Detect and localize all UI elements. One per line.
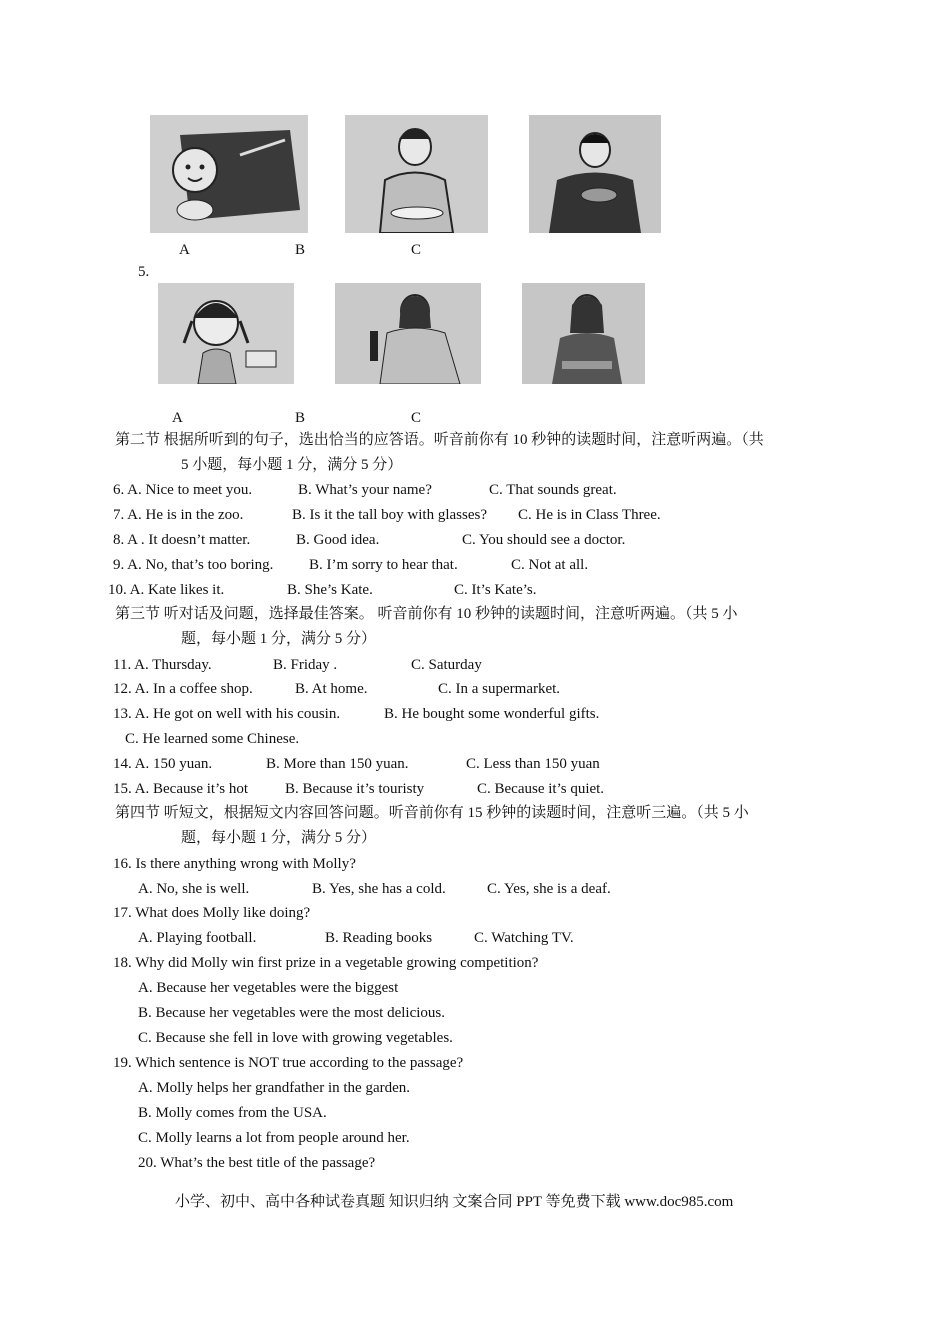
picture-5c-label: C bbox=[411, 410, 422, 426]
q17-option-c: C. Watching TV. bbox=[474, 930, 574, 946]
picture-1c-label: C bbox=[411, 242, 422, 258]
q13-option-c: C. He learned some Chinese. bbox=[125, 731, 300, 747]
q6-option-b: B. What’s your name? bbox=[298, 482, 432, 498]
picture-5b bbox=[335, 283, 481, 384]
q12-option-c: C. In a supermarket. bbox=[438, 681, 561, 697]
q11-option-a: 11. A. Thursday. bbox=[113, 657, 212, 673]
q6-option-a: 6. A. Nice to meet you. bbox=[113, 482, 253, 498]
q15-option-b: B. Because it’s touristy bbox=[285, 781, 425, 797]
q6-option-c: C. That sounds great. bbox=[489, 482, 617, 498]
q11-option-b: B. Friday . bbox=[273, 657, 338, 673]
picture-1b bbox=[345, 115, 488, 233]
q15-option-a: 15. A. Because it’s hot bbox=[113, 781, 248, 797]
picture-1a-label: A bbox=[179, 242, 190, 258]
q10-option-c: C. It’s Kate’s. bbox=[454, 582, 537, 598]
q7-option-a: 7. A. He is in the zoo. bbox=[113, 507, 244, 523]
q17-question: 17. What does Molly like doing? bbox=[113, 905, 311, 921]
q17-option-a: A. Playing football. bbox=[138, 930, 257, 946]
picture-5b-label: B bbox=[295, 410, 306, 426]
q9-option-a: 9. A. No, that’s too boring. bbox=[113, 557, 274, 573]
q18-option-a: A. Because her vegetables were the biggest bbox=[138, 980, 399, 996]
q18-option-c: C. Because she fell in love with growing vegetables. bbox=[138, 1030, 453, 1046]
picture-5c-illustration bbox=[522, 283, 645, 384]
section-3-title: 第三节 听对话及问题，选择最佳答案。 听音前你有 10 秒钟的读题时间，注意听两遍。（共 5 小 bbox=[115, 606, 738, 622]
q7-option-c: C. He is in Class Three. bbox=[518, 507, 661, 523]
q16-option-a: A. No, she is well. bbox=[138, 881, 250, 897]
q11-option-c: C. Saturday bbox=[411, 657, 482, 673]
q7-option-b: B. Is it the tall boy with glasses? bbox=[292, 507, 487, 523]
q16-question: 16. Is there anything wrong with Molly? bbox=[113, 856, 356, 872]
section-4-title-cont: 题，每小题 1 分，满分 5 分） bbox=[181, 830, 377, 846]
picture-1c-illustration bbox=[529, 115, 661, 233]
q12-option-a: 12. A. In a coffee shop. bbox=[113, 681, 253, 697]
q18-question: 18. Why did Molly win first prize in a vegetable growing competition? bbox=[113, 955, 539, 971]
section-4-title: 第四节 听短文，根据短文内容回答问题。听音前你有 15 秒钟的读题时间，注意听三遍。（共 5 小 bbox=[115, 805, 749, 821]
picture-1b-illustration bbox=[345, 115, 488, 233]
picture-1a-illustration bbox=[150, 115, 308, 233]
section-3-title-cont: 题，每小题 1 分，满分 5 分） bbox=[181, 631, 377, 647]
picture-5a bbox=[158, 283, 294, 384]
q18-option-b: B. Because her vegetables were the most delicious. bbox=[138, 1005, 445, 1021]
picture-5a-illustration bbox=[158, 283, 294, 384]
q8-option-b: B. Good idea. bbox=[296, 532, 380, 548]
q17-option-b: B. Reading books bbox=[325, 930, 433, 946]
question-5-number: 5. bbox=[138, 264, 150, 280]
q19-question: 19. Which sentence is NOT true according to the passage? bbox=[113, 1055, 464, 1071]
picture-1a bbox=[150, 115, 308, 233]
q16-option-c: C. Yes, she is a deaf. bbox=[487, 881, 611, 897]
q13-option-a: 13. A. He got on well with his cousin. bbox=[113, 706, 341, 722]
q14-option-c: C. Less than 150 yuan bbox=[466, 756, 600, 772]
q9-option-b: B. I’m sorry to hear that. bbox=[309, 557, 458, 573]
section-2-title-cont: 5 小题，每小题 1 分，满分 5 分） bbox=[181, 457, 403, 473]
picture-1b-label: B bbox=[295, 242, 306, 258]
picture-5a-label: A bbox=[172, 410, 183, 426]
q16-option-b: B. Yes, she has a cold. bbox=[312, 881, 446, 897]
q12-option-b: B. At home. bbox=[295, 681, 368, 697]
q20-question: 20. What’s the best title of the passage? bbox=[138, 1155, 376, 1171]
q13-option-b: B. He bought some wonderful gifts. bbox=[384, 706, 600, 722]
q19-option-c: C. Molly learns a lot from people around her. bbox=[138, 1130, 410, 1146]
section-2-title: 第二节 根据所听到的句子，选出恰当的应答语。听音前你有 10 秒钟的读题时间，注意听两遍。（共 bbox=[115, 432, 764, 448]
picture-5b-illustration bbox=[335, 283, 481, 384]
q8-option-c: C. You should see a doctor. bbox=[462, 532, 626, 548]
q14-option-b: B. More than 150 yuan. bbox=[266, 756, 409, 772]
q10-option-a: 10. A. Kate likes it. bbox=[108, 582, 225, 598]
q19-option-a: A. Molly helps her grandfather in the garden. bbox=[138, 1080, 410, 1096]
q19-option-b: B. Molly comes from the USA. bbox=[138, 1105, 327, 1121]
picture-1c bbox=[529, 115, 661, 233]
q8-option-a: 8. A . It doesn’t matter. bbox=[113, 532, 251, 548]
q9-option-c: C. Not at all. bbox=[511, 557, 589, 573]
q15-option-c: C. Because it’s quiet. bbox=[477, 781, 605, 797]
q14-option-a: 14. A. 150 yuan. bbox=[113, 756, 213, 772]
q10-option-b: B. She’s Kate. bbox=[287, 582, 373, 598]
page-footer: 小学、初中、高中各种试卷真题 知识归纳 文案合同 PPT 等免费下载 www.doc985.com bbox=[175, 1194, 734, 1210]
picture-5c bbox=[522, 283, 645, 384]
